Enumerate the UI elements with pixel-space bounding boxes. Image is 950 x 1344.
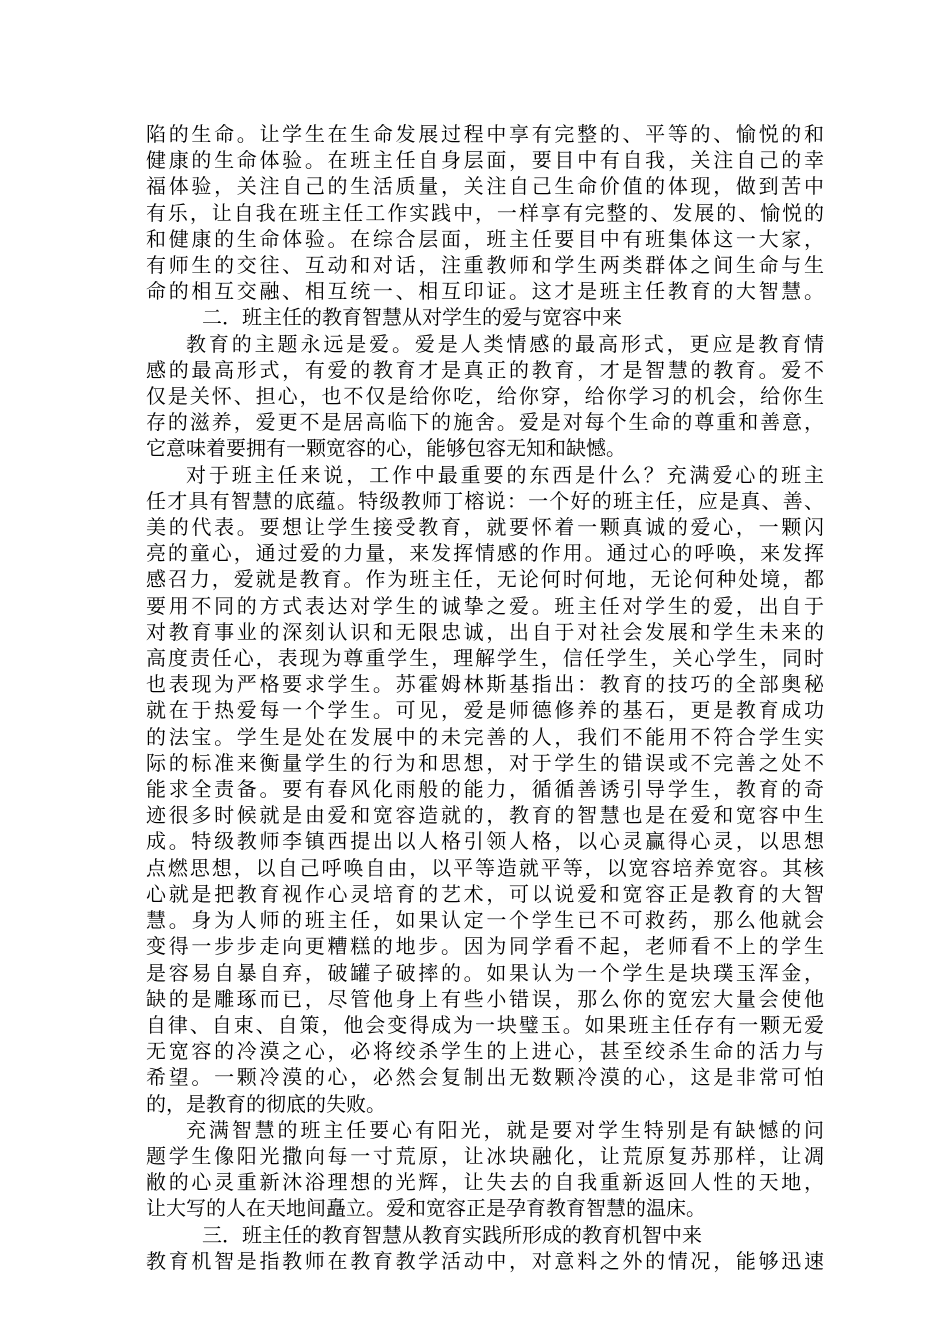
text-line: 就在于热爱每一个学生。可见，爱是师德修养的基石，更是教育成功 [146, 698, 824, 723]
text-line: 感召力，爱就是教育。作为班主任，无论何时何地，无论何种处境，都 [146, 567, 824, 592]
document-body [146, 121, 824, 1274]
text-line: 仅是关怀、担心，也不仅是给你吃，给你穿，给你学习的机会，给你生 [146, 384, 824, 409]
text-line: 有师生的交往、互动和对话，注重教师和学生两类群体之间生命与生 [146, 253, 824, 278]
text-line: 和健康的生命体验。在综合层面，班主任要目中有班集体这一大家， [146, 226, 824, 251]
section-heading: 二．班主任的教育智慧从对学生的爱与宽容中来 [202, 305, 622, 330]
text-line: 充满智慧的班主任要心有阳光，就是要对学生特别是有缺憾的问 [186, 1117, 824, 1142]
text-line: 缺的是雕琢而已，尽管他身上有些小错误，那么你的宽宏大量会使他 [146, 986, 824, 1011]
text-line: 的，是教育的彻底的失败。 [146, 1091, 386, 1116]
text-line: 存的滋养，爱更不是居高临下的施舍。爱是对每个生命的尊重和善意， [146, 410, 824, 435]
text-line: 能求全责备。要有春风化雨般的能力，循循善诱引导学生，教育的奇 [146, 777, 824, 802]
text-line: 的法宝。学生是处在发展中的未完善的人，我们不能用不符合学生实 [146, 724, 824, 749]
text-line: 福体验，关注自己的生活质量，关注自己生命价值的体现，做到苦中 [146, 174, 824, 199]
text-line: 慧。身为人师的班主任，如果认定一个学生已不可救药，那么他就会 [146, 908, 824, 933]
text-line: 题学生像阳光撒向每一寸荒原，让冰块融化，让荒原复苏那样，让凋 [146, 1143, 824, 1168]
text-line: 亮的童心，通过爱的力量，来发挥情感的作用。通过心的呼唤，来发挥 [146, 541, 824, 566]
text-line: 变得一步步走向更糟糕的地步。因为同学看不起，老师看不上的学生 [146, 934, 824, 959]
text-line: 是容易自暴自弃，破罐子破摔的。如果认为一个学生是块璞玉浑金， [146, 960, 824, 985]
text-line: 要用不同的方式表达对学生的诚挚之爱。班主任对学生的爱，出自于 [146, 593, 824, 618]
text-line: 对教育事业的深刻认识和无限忠诚，出自于对社会发展和学生未来的 [146, 619, 824, 644]
text-line: 成。特级教师李镇西提出以人格引领人格，以心灵赢得心灵，以思想 [146, 829, 824, 854]
text-line: 际的标准来衡量学生的行为和思想，对于学生的错误或不完善之处不 [146, 750, 824, 775]
section-heading: 三．班主任的教育智慧从教育实践所形成的教育机智中来 [202, 1222, 702, 1247]
text-line: 点燃思想，以自己呼唤自由，以平等造就平等，以宽容培养宽容。其核 [146, 855, 824, 880]
text-line: 高度责任心，表现为尊重学生，理解学生，信任学生，关心学生，同时 [146, 646, 824, 671]
text-line: 它意味着要拥有一颗宽容的心，能够包容无知和缺憾。 [146, 436, 626, 461]
text-line: 健康的生命体验。在班主任自身层面，要目中有自我，关注自己的幸 [146, 148, 824, 173]
text-line: 教育机智是指教师在教育教学活动中，对意料之外的情况，能够迅速 [146, 1248, 824, 1273]
text-line: 陷的生命。让学生在生命发展过程中享有完整的、平等的、愉悦的和 [146, 122, 824, 146]
text-line: 希望。一颗冷漠的心，必然会复制出无数颗冷漠的心，这是非常可怕 [146, 1065, 824, 1090]
text-line: 任才具有智慧的底蕴。特级教师丁榕说：一个好的班主任，应是真、善、 [146, 488, 824, 513]
text-line: 感的最高形式，有爱的教育才是真正的教育，才是智慧的教育。爱不 [146, 357, 824, 382]
text-line: 无宽容的冷漠之心，必将绞杀学生的上进心，甚至绞杀生命的活力与 [146, 1039, 824, 1064]
text-line: 自律、自束、自策，他会变得成为一块璧玉。如果班主任存有一颗无爱 [146, 1012, 824, 1037]
text-line: 美的代表。要想让学生接受教育，就要怀着一颗真诚的爱心，一颗闪 [146, 515, 824, 540]
text-line: 对于班主任来说，工作中最重要的东西是什么？充满爱心的班主 [186, 462, 824, 487]
text-line: 教育的主题永远是爱。爱是人类情感的最高形式，更应是教育情 [186, 331, 824, 356]
text-line: 迹很多时候就是由爱和宽容造就的，教育的智慧也是在爱和宽容中生 [146, 803, 824, 828]
text-line: 心就是把教育视作心灵培育的艺术，可以说爱和宽容正是教育的大智 [146, 881, 824, 906]
text-line: 命的相互交融、相互统一、相互印证。这才是班主任教育的大智慧。 [146, 279, 824, 304]
text-line: 敝的心灵重新沐浴理想的光辉，让失去的自我重新返回人性的天地， [146, 1170, 824, 1195]
text-line: 也表现为严格要求学生。苏霍姆林斯基指出：教育的技巧的全部奥秘 [146, 672, 824, 697]
text-line: 有乐，让自我在班主任工作实践中，一样享有完整的、发展的、愉悦的 [146, 200, 824, 225]
text-line: 让大写的人在天地间矗立。爱和宽容正是孕育教育智慧的温床。 [146, 1196, 706, 1221]
